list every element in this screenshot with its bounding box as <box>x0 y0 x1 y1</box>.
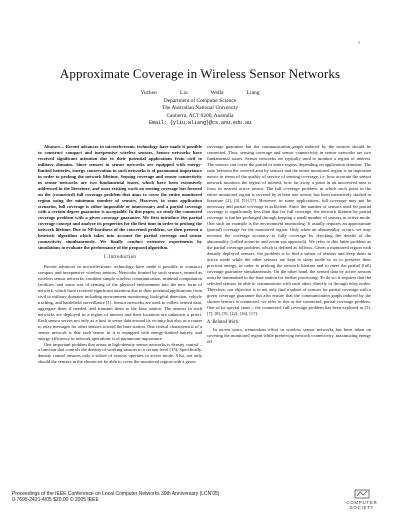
intro-paragraph-1: Recent advances in microelectronic technology have made it possible to construct compact and inexpensive wireless sensors. Networks formed by such sensors, termed as wireless sensor networks, combine simple wireless communication, minimal computation facilities, and some sort of sensing of the physical environment into the new form of network, which have received significant attention due to their potential applications from civil to military domains including environment monitoring, biological detection, vehicle tracking, and battlefield surveillance [1]. Sensor networks are used to collect sensed data, aggregate them if needed, and transmit them to the base station. The sensors in such networks are deployed in a region of interest and their locations are unknown a priori. Each sensor serves not only as a host to sense data around its vicinity but also as a router to relay messages for other sensors toward the base station. One critical characteristic of a sensor network is that each sensor in it is equipped with energy-limited battery, and energy-efficiency in network operations is of paramount importance. <box>38 264 202 341</box>
section-heading-introduction: I. Introduction <box>103 255 137 261</box>
abstract-lead: Abstract <box>44 144 60 149</box>
author-city: Canberra, ACT 0200, Australia <box>166 112 234 119</box>
left-column <box>38 144 202 365</box>
subsection-heading-related-work: A. Related Work <box>207 319 239 325</box>
computer-society-logo <box>334 489 390 513</box>
author-names: Yuzhen Liu Weifa Liang <box>140 90 260 96</box>
abstract <box>38 144 202 251</box>
footer-proceedings-line: Proceedings of the IEEE Conference on Local Computer Networks 30th Anniversary (LCN'05) <box>12 491 220 497</box>
logo-text-society: SOCIETY <box>349 505 375 510</box>
paper-title: Approximate Coverage in Wireless Sensor Networks <box>59 66 341 81</box>
computer-society-emblem-icon <box>354 489 370 499</box>
footer-copyright-line: 0-7695-2421-4/05 $20.00 © 2005 IEEE <box>12 497 99 504</box>
right-column <box>207 144 371 344</box>
author-block <box>0 90 400 128</box>
page-number: 1 <box>358 40 360 45</box>
related-work-paragraph: In recent years, tremendous effort in wireless sensor networks has been taken on covering the monitored region while preserving network connectivity, maximizing energy eff <box>207 326 371 344</box>
author-university: The Australian National University <box>162 105 238 112</box>
intro-paragraph-2: One important problem that arises in high-density sensor networks is density control – a function that controls the density of working sensors to a certain level [15]. Specifically, density control ensures only a subset of sensors operates in active mode. Also, not only should the sensors in the chosen set be able to cover the monitored region with a given <box>38 341 202 365</box>
abstract-text: — Recent advances in microelectronic technology have made it possible to construct compact and inexpensive wireless sensors. Sensor networks have received significant attention due to their potential applications from civil to military domains. Since sensors in sensor networks are equipped with energy-limited batteries, energy conservation in such networks is of paramount importance in order to prolong the network lifetime. Sensing coverage and sensor connectivity in sensor networks are two fundamental issues, which have been extensively addressed in the literature, and most existing work on sensing coverage has focused on the (connected) full coverage problem that aims to cover the entire monitored region using the minimum number of sensors. However, in some application scenarios, full coverage is either impossible or unnecessary and a partial coverage with a certain degree guarantee is acceptable. In this paper, we study the connected coverage problem with a given coverage guarantee. We first introduce the partial coverage concept and analyze its properties for the first time in order to prolong the network lifetime. Due to NP-hardness of the concerned problem, we then present a heuristic algorithm which takes into account the partial coverage and sensor connectivity simultaneously. We finally conduct extensive experiments by simulations to evaluate the performance of the proposed algorithm. <box>38 144 202 251</box>
intro-paragraph-3: coverage guarantee but the communication graph induced by the sensors should be connected. Thus, sensing coverage and sensor connectivity in sensor networks are two fundamental issues. Sensor networks are typically used to monitor a region of interest. The sensors can cover the partial or entire region, depending on application domains. The ratio between the covered area by sensors and the entire monitored region is an important metric in terms of the quality of service of sensing coverage, i.e. how accurate the sensor network monitors the region of interest, how far away a point in an uncovered area is from its nearest active sensor. The full coverage problem, in which each point in the entire monitored region is covered by at least one sensor, has been extensively studied in literature [2], [3] [5]-[17]. However, in some applications, full coverage may not be necessary and partial coverage is sufficient. Since the number of sensors used for partial coverage is significantly less than that for full coverage, the network lifetime by partial coverage is further prolonged through keeping a small number of sensors in active mode. One such an example is the environment monitoring. It usually requires an approximate (partial) coverage for the monitored region. Only when an abnormality occurs, we may increase the coverage accuracy to fully coverage by checking the details of the abnormality (called zoom-in and zoom-out approach). We refer to this latter problem as the partial coverage problem, which is defined as follows. Given a monitored region with densely deployed sensors, the problem is to find a subset of sensors and keep them in active mode while the other sensors are kept in sleep mode so as to preserve their precious energy, in order to prolong the network lifetime and to meet the partial (full) coverage guarantee simultaneously. On the other hand, the sensed data by active sensors must be transmitted to the base station for further processing. To do so, it requires that the selected sensors be able to communicate with each other, directly or through relay nodes. Therefore, our objective is to not only find a subset of sensors for partial coverage with a given coverage guarantee but also ensure that the communication graph induced by the chosen sensors is connected, we refer to this as the connected, partial coverage problem. One of its special cases – the connected, full coverage problem has been explored in [5], [7], [8], [9], [12], [16], [17]. <box>207 144 371 316</box>
proceedings-footer <box>12 491 312 504</box>
author-department: Department of Computer Science <box>163 97 237 104</box>
logo-text-computer: COMPUTER <box>346 500 378 505</box>
author-email: Email: {yliu,wliang}@cs.anu.edu.au <box>148 120 252 127</box>
